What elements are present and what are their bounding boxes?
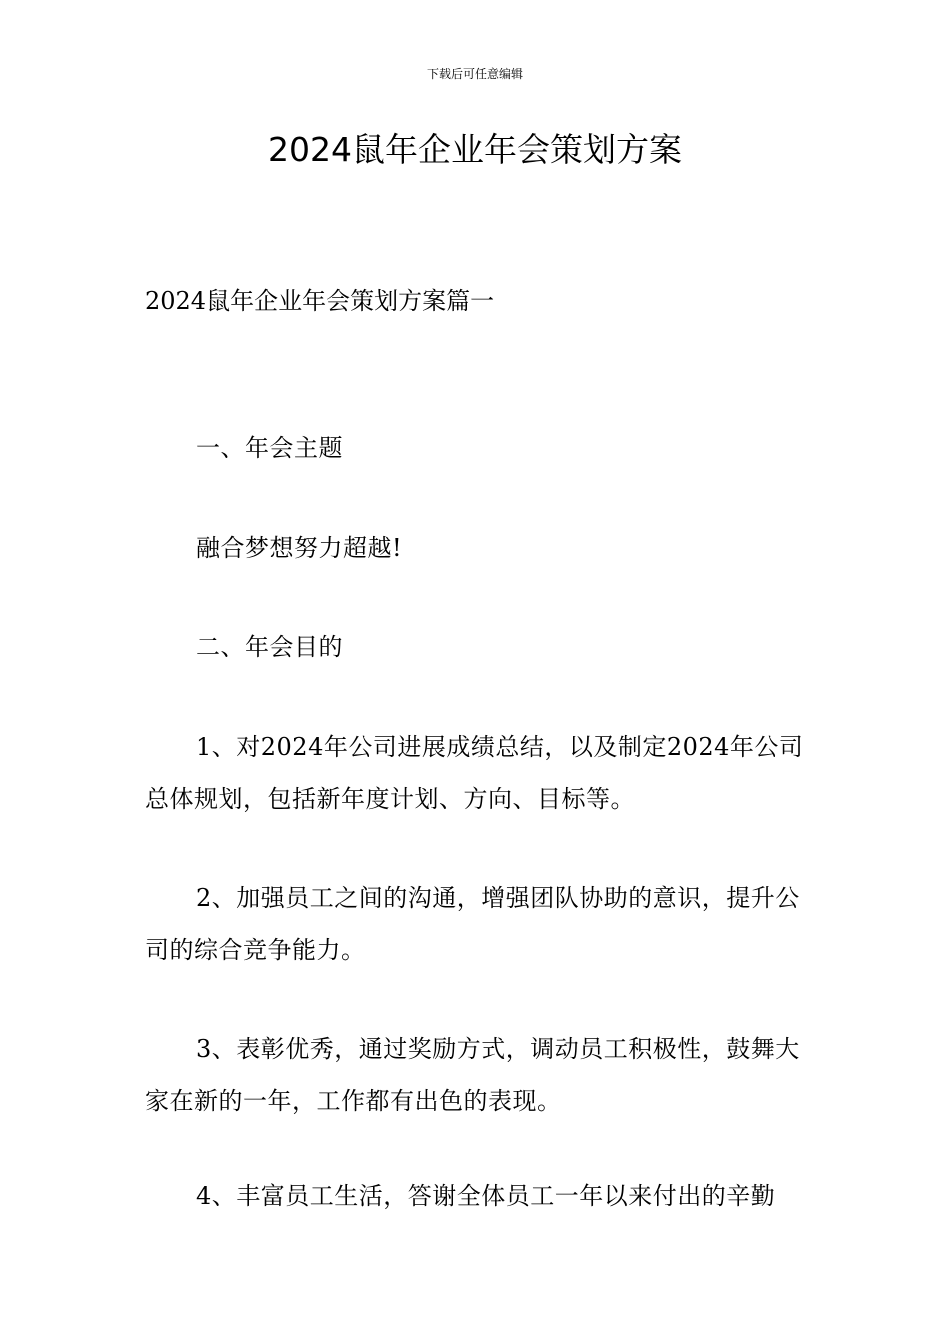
section-heading-theme: 一、年会主题: [196, 434, 343, 462]
section-heading-purpose: 二、年会目的: [196, 633, 343, 661]
document-subtitle: 2024鼠年企业年会策划方案篇一: [145, 287, 495, 315]
purpose-item-3: 3、表彰优秀，通过奖励方式，调动员工积极性，鼓舞大家在新的一年，工作都有出色的表现。: [145, 1035, 800, 1115]
header-note: 下载后可任意编辑: [426, 67, 523, 81]
theme-text: 融合梦想努力超越!: [196, 534, 403, 562]
purpose-item-4: 4、丰富员工生活，答谢全体员工一年以来付出的辛勤: [196, 1182, 776, 1210]
purpose-item-1: 1、对2024年公司进展成绩总结，以及制定2024年公司总体规划，包括新年度计划、方向、目标等。: [145, 733, 804, 813]
document-title: 2024鼠年企业年会策划方案: [268, 130, 682, 169]
purpose-item-2: 2、加强员工之间的沟通，增强团队协助的意识，提升公司的综合竞争能力。: [145, 884, 800, 964]
